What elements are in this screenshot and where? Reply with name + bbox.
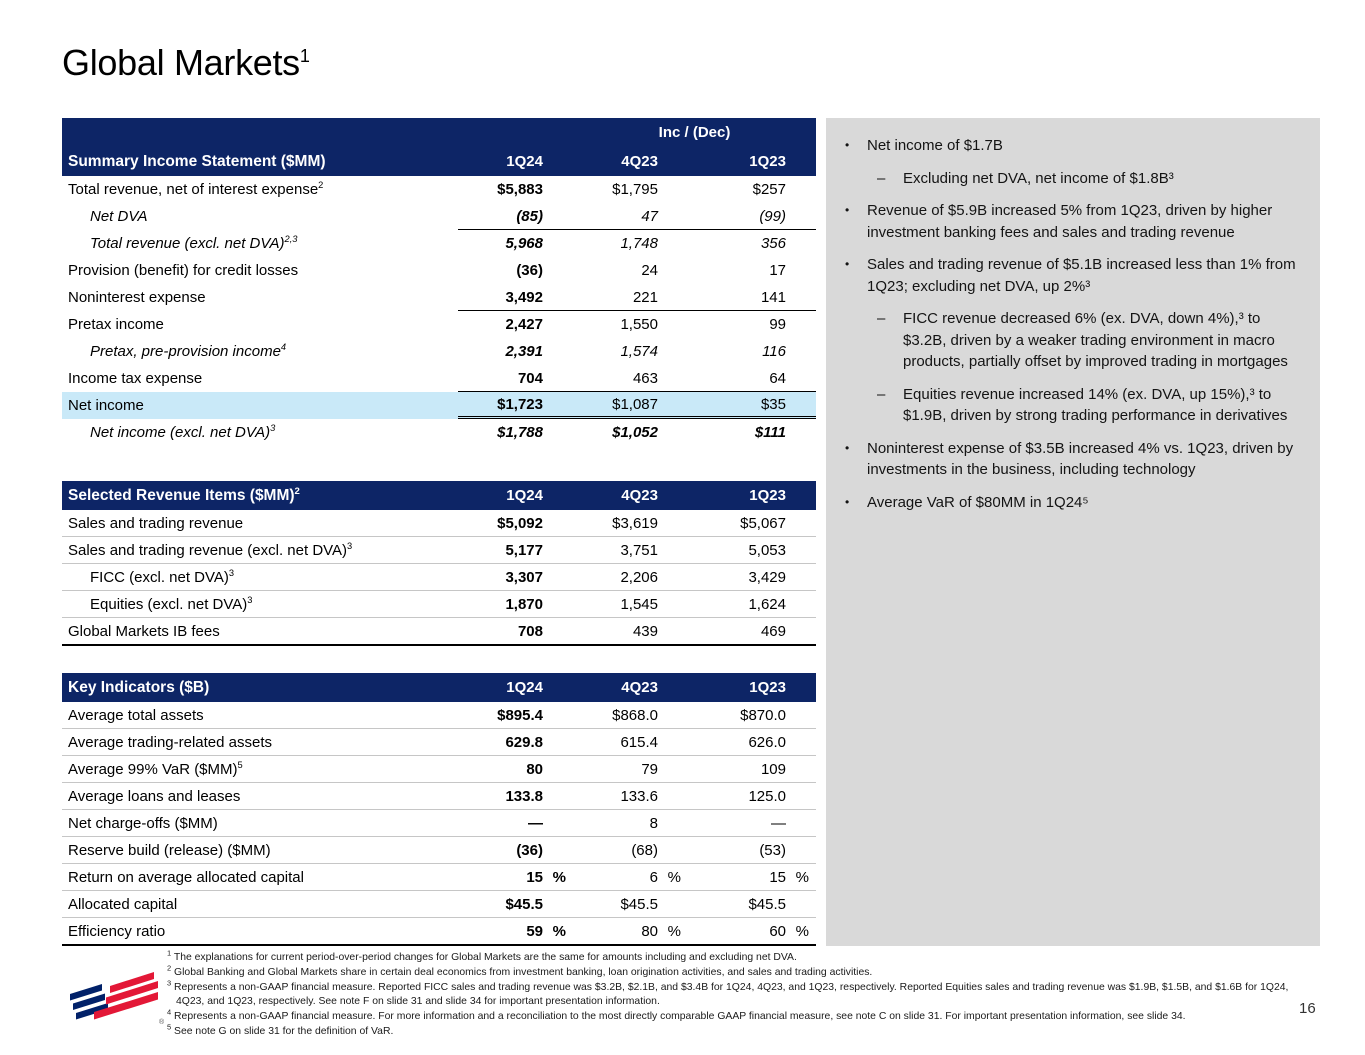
cell-value: 60 % — [769, 922, 809, 940]
table-row — [62, 836, 816, 863]
cell-value: $3,619 — [612, 514, 658, 532]
page-title-footnote-ref: 1 — [299, 46, 310, 66]
bullet-text: Excluding net DVA, net income of $1.8B³ — [903, 169, 1174, 187]
key-indicators-table — [62, 673, 816, 946]
cell-value: 1,574 — [620, 343, 658, 360]
table-row — [62, 365, 816, 392]
row-label: Equities (excl. net DVA)$^3$ — [90, 594, 253, 613]
row-label: Efficiency ratio — [68, 922, 166, 940]
table-title: Key Indicators ($B) — [68, 678, 210, 696]
row-label: Average loans and leases — [68, 787, 241, 805]
bank-of-america-logo — [60, 968, 172, 1034]
footnote: $^4$ Represents a non-GAAP financial measure. For more information and a reconciliation to the most directly comparable GAAP financial measure, see note C on slide 31. For important presentation information, see slide 34. — [167, 1007, 1186, 1023]
cell-value: $45.5 — [505, 895, 543, 913]
row-label: Total revenue, net of interest expense$^2$ — [68, 180, 324, 198]
cell-value: $111 — [754, 424, 786, 441]
bullet-item — [876, 384, 1307, 427]
cell-value: 133.8 — [505, 787, 543, 805]
cell-value: 708 — [517, 622, 543, 640]
table-row — [62, 338, 816, 365]
page-number: 16 — [1299, 1000, 1316, 1017]
row-label: Average trading-related assets — [68, 733, 273, 751]
cell-value: 1,748 — [620, 235, 658, 252]
cell-value: (99) — [688, 203, 816, 230]
cell-value: $868.0 — [612, 706, 658, 724]
header-spacer — [458, 118, 573, 147]
row-label: Net charge-offs ($MM) — [68, 814, 218, 832]
bullet-item — [840, 254, 1307, 297]
cell-value: 1,545 — [620, 595, 658, 613]
footnote: $^3$ Represents a non-GAAP financial measure. Reported FICC sales and trading revenue was $3.2B, $2.1B, and $3.4B for 1Q24, 4Q23, and 1Q23, respectively. Reported Equities sales and trading revenue was $1.9B, $1.5B, and $1.6B for 1Q24, 4Q23, and 1Q23, respectively. See note F on slide 31 and slide 34 for important presentation information. — [167, 978, 1289, 1008]
summary-income-statement-table — [62, 118, 816, 446]
bullet-text: Noninterest expense of $3.5B increased 4% vs. 1Q23, driven by investments in the business, including technology — [867, 439, 1294, 478]
cell-value: 59 % — [526, 922, 566, 940]
footnote: $^1$ The explanations for current period-over-period changes for Global Markets are the same for amounts including and excluding net DVA. — [167, 948, 797, 963]
column-header: 4Q23 — [621, 487, 658, 504]
bullet-item — [876, 168, 1307, 190]
table-header-row — [62, 147, 816, 176]
table-row — [62, 284, 816, 311]
table-row — [62, 617, 816, 644]
row-label: Reserve build (release) ($MM) — [68, 841, 271, 859]
column-header: 1Q24 — [506, 487, 543, 504]
table-row — [62, 510, 816, 536]
column-header: 4Q23 — [621, 679, 658, 696]
cell-value: 439 — [632, 622, 658, 640]
table-header-row — [62, 673, 816, 702]
row-label: Average 99% VaR ($MM)$^5$ — [68, 759, 243, 778]
cell-value: 3,429 — [748, 568, 786, 586]
cell-value: 80 — [526, 760, 543, 778]
table-body — [62, 510, 816, 646]
table-row — [62, 728, 816, 755]
cell-value: $1,087 — [573, 392, 688, 419]
cell-value: 221 — [573, 284, 688, 311]
footnotes — [167, 948, 1303, 1040]
column-header: 1Q23 — [749, 487, 786, 504]
svg-text:®: ® — [159, 1019, 165, 1026]
table-row — [62, 311, 816, 338]
cell-value: $870.0 — [740, 706, 786, 724]
dash-marker: – — [877, 169, 886, 187]
column-header: 1Q24 — [506, 153, 543, 170]
bullet-text: Sales and trading revenue of $5.1B increased less than 1% from 1Q23; excluding net DVA, up 2%³ — [867, 256, 1296, 295]
table-row — [62, 917, 816, 944]
cell-value: 469 — [760, 622, 786, 640]
bullet-marker: • — [845, 440, 850, 455]
row-label: Net DVA — [90, 208, 148, 225]
bullet-marker: • — [845, 494, 850, 509]
cell-value: (85) — [458, 203, 573, 230]
table-row — [62, 392, 816, 419]
row-label: Net income (excl. net DVA)$^3$ — [90, 423, 276, 441]
page-title — [62, 42, 310, 84]
bullet-text: Equities revenue increased 14% (ex. DVA, up 15%),³ to $1.9B, driven by strong trading performance in derivatives — [903, 385, 1288, 424]
highlights-bullet-list — [840, 135, 1307, 513]
cell-value: 3,751 — [620, 541, 658, 559]
cell-value: 356 — [760, 235, 786, 252]
table-body — [62, 702, 816, 946]
flag-icon — [60, 968, 172, 1034]
cell-value: $1,723 — [458, 392, 573, 419]
table-row — [62, 702, 816, 728]
table-header-top-row — [62, 118, 816, 147]
column-header: 1Q24 — [506, 679, 543, 696]
cell-value: 80 % — [641, 922, 681, 940]
cell-value: 704 — [458, 365, 573, 392]
cell-value: 1,550 — [620, 316, 658, 333]
row-label: Noninterest expense — [68, 289, 206, 306]
row-label: Global Markets IB fees — [68, 622, 220, 640]
cell-value: $1,788 — [497, 424, 543, 441]
table-row — [62, 782, 816, 809]
table-row — [62, 890, 816, 917]
row-label: Income tax expense — [68, 370, 203, 387]
row-label: Average total assets — [68, 706, 204, 724]
cell-value: 15 % — [526, 868, 566, 886]
cell-value: 2,391 — [505, 343, 543, 360]
table-row — [62, 590, 816, 617]
cell-value: 141 — [688, 284, 816, 311]
cell-value: 15 % — [769, 868, 809, 886]
row-label: Net income — [68, 397, 144, 414]
bullet-text: Revenue of $5.9B increased 5% from 1Q23, driven by higher investment banking fees and sales and trading revenue — [867, 202, 1273, 241]
bullet-item — [840, 200, 1307, 243]
cell-value: 5,053 — [748, 541, 786, 559]
cell-value: 2,427 — [505, 316, 543, 333]
row-label: Allocated capital — [68, 895, 178, 913]
inc-dec-header: Inc / (Dec) — [658, 124, 731, 141]
cell-value: 463 — [573, 365, 688, 392]
footnote: $^2$ Global Banking and Global Markets share in certain deal economics from investment banking, loan origination activities, and sales and trading activities. — [167, 963, 873, 978]
table-header-row — [62, 481, 816, 510]
cell-value: (36) — [516, 262, 543, 279]
cell-value: (53) — [759, 841, 786, 859]
table-row — [62, 536, 816, 563]
table-row — [62, 203, 816, 230]
bullet-text: Average VaR of $80MM in 1Q24⁵ — [867, 493, 1089, 511]
cell-value: 64 — [688, 365, 816, 392]
cell-value: 1,870 — [505, 595, 543, 613]
bullet-text: Net income of $1.7B — [867, 137, 1003, 154]
cell-value: $45.5 — [748, 895, 786, 913]
cell-value: $257 — [752, 181, 786, 198]
bullet-item — [876, 308, 1307, 373]
row-label: Pretax income — [68, 316, 164, 333]
row-label: Sales and trading revenue — [68, 514, 244, 532]
table-row — [62, 257, 816, 284]
cell-value: 626.0 — [748, 733, 786, 751]
footnote: $^5$ See note G on slide 31 for the definition of VaR. — [167, 1022, 394, 1037]
cell-value: 3,307 — [505, 568, 543, 586]
dash-marker: – — [877, 310, 886, 327]
cell-value: 79 — [641, 760, 658, 778]
cell-value: 109 — [760, 760, 786, 778]
cell-value: 116 — [762, 343, 786, 360]
row-label: Provision (benefit) for credit losses — [68, 262, 299, 279]
cell-value: (36) — [516, 841, 543, 859]
cell-value: 629.8 — [505, 733, 543, 751]
bullet-item — [840, 492, 1307, 514]
cell-value: 3,492 — [458, 284, 573, 311]
bullet-marker: • — [845, 257, 850, 271]
cell-value: — — [771, 814, 786, 832]
page-title-text: Global Markets — [62, 42, 300, 83]
cell-value: 615.4 — [620, 733, 658, 751]
cell-value: $895.4 — [497, 706, 543, 724]
cell-value: $5,092 — [497, 514, 543, 532]
row-label: FICC (excl. net DVA)$^3$ — [90, 567, 235, 586]
cell-value: $5,883 — [497, 181, 543, 198]
table-row — [62, 755, 816, 782]
dash-marker: – — [877, 385, 886, 403]
bullet-marker: • — [845, 203, 850, 217]
cell-value: 2,206 — [620, 568, 658, 586]
cell-value: $45.5 — [620, 895, 658, 913]
table-title: Selected Revenue Items ($MM)$^2$ — [68, 485, 300, 504]
selected-revenue-items-table — [62, 481, 816, 646]
table-row — [62, 863, 816, 890]
table-row — [62, 230, 816, 257]
table-title: Summary Income Statement ($MM) — [68, 152, 326, 170]
table-row — [62, 419, 816, 446]
cell-value: 17 — [769, 262, 786, 279]
cell-value: 5,968 — [505, 235, 543, 252]
cell-value: — — [528, 814, 543, 832]
cell-value: (68) — [631, 841, 658, 859]
cell-value: 24 — [641, 262, 658, 279]
cell-value: 8 — [649, 814, 658, 832]
highlights-panel — [826, 118, 1320, 946]
row-label: Return on average allocated capital — [68, 868, 304, 886]
bullet-marker: • — [845, 138, 850, 152]
table-row — [62, 809, 816, 836]
table-body — [62, 176, 816, 446]
cell-value: $35 — [688, 392, 816, 419]
bullet-text: FICC revenue decreased 6% (ex. DVA, down 4%),³ to $3.2B, driven by a weaker trading environment in macro products, partially offset by improved trading in mortgages — [903, 310, 1288, 370]
cell-value: 125.0 — [748, 787, 786, 805]
row-label: Sales and trading revenue (excl. net DVA)$^3$ — [68, 540, 353, 559]
table-row — [62, 176, 816, 203]
table-row — [62, 563, 816, 590]
cell-value: 1,624 — [748, 595, 786, 613]
row-label: Pretax, pre-provision income$^4$ — [90, 342, 287, 360]
bullet-item — [840, 438, 1307, 481]
cell-value: $5,067 — [740, 514, 786, 532]
cell-value: 133.6 — [620, 787, 658, 805]
cell-value: 99 — [769, 316, 786, 333]
cell-value: $1,795 — [612, 181, 658, 198]
bullet-item — [840, 135, 1307, 157]
column-header: 4Q23 — [621, 153, 658, 170]
column-header: 1Q23 — [749, 153, 786, 170]
column-header: 1Q23 — [749, 679, 786, 696]
row-label: Total revenue (excl. net DVA)$^{2,3}$ — [90, 234, 298, 252]
cell-value: 6 % — [649, 868, 681, 886]
cell-value: 5,177 — [505, 541, 543, 559]
cell-value: $1,052 — [612, 424, 658, 441]
cell-value: 47 — [573, 203, 688, 230]
